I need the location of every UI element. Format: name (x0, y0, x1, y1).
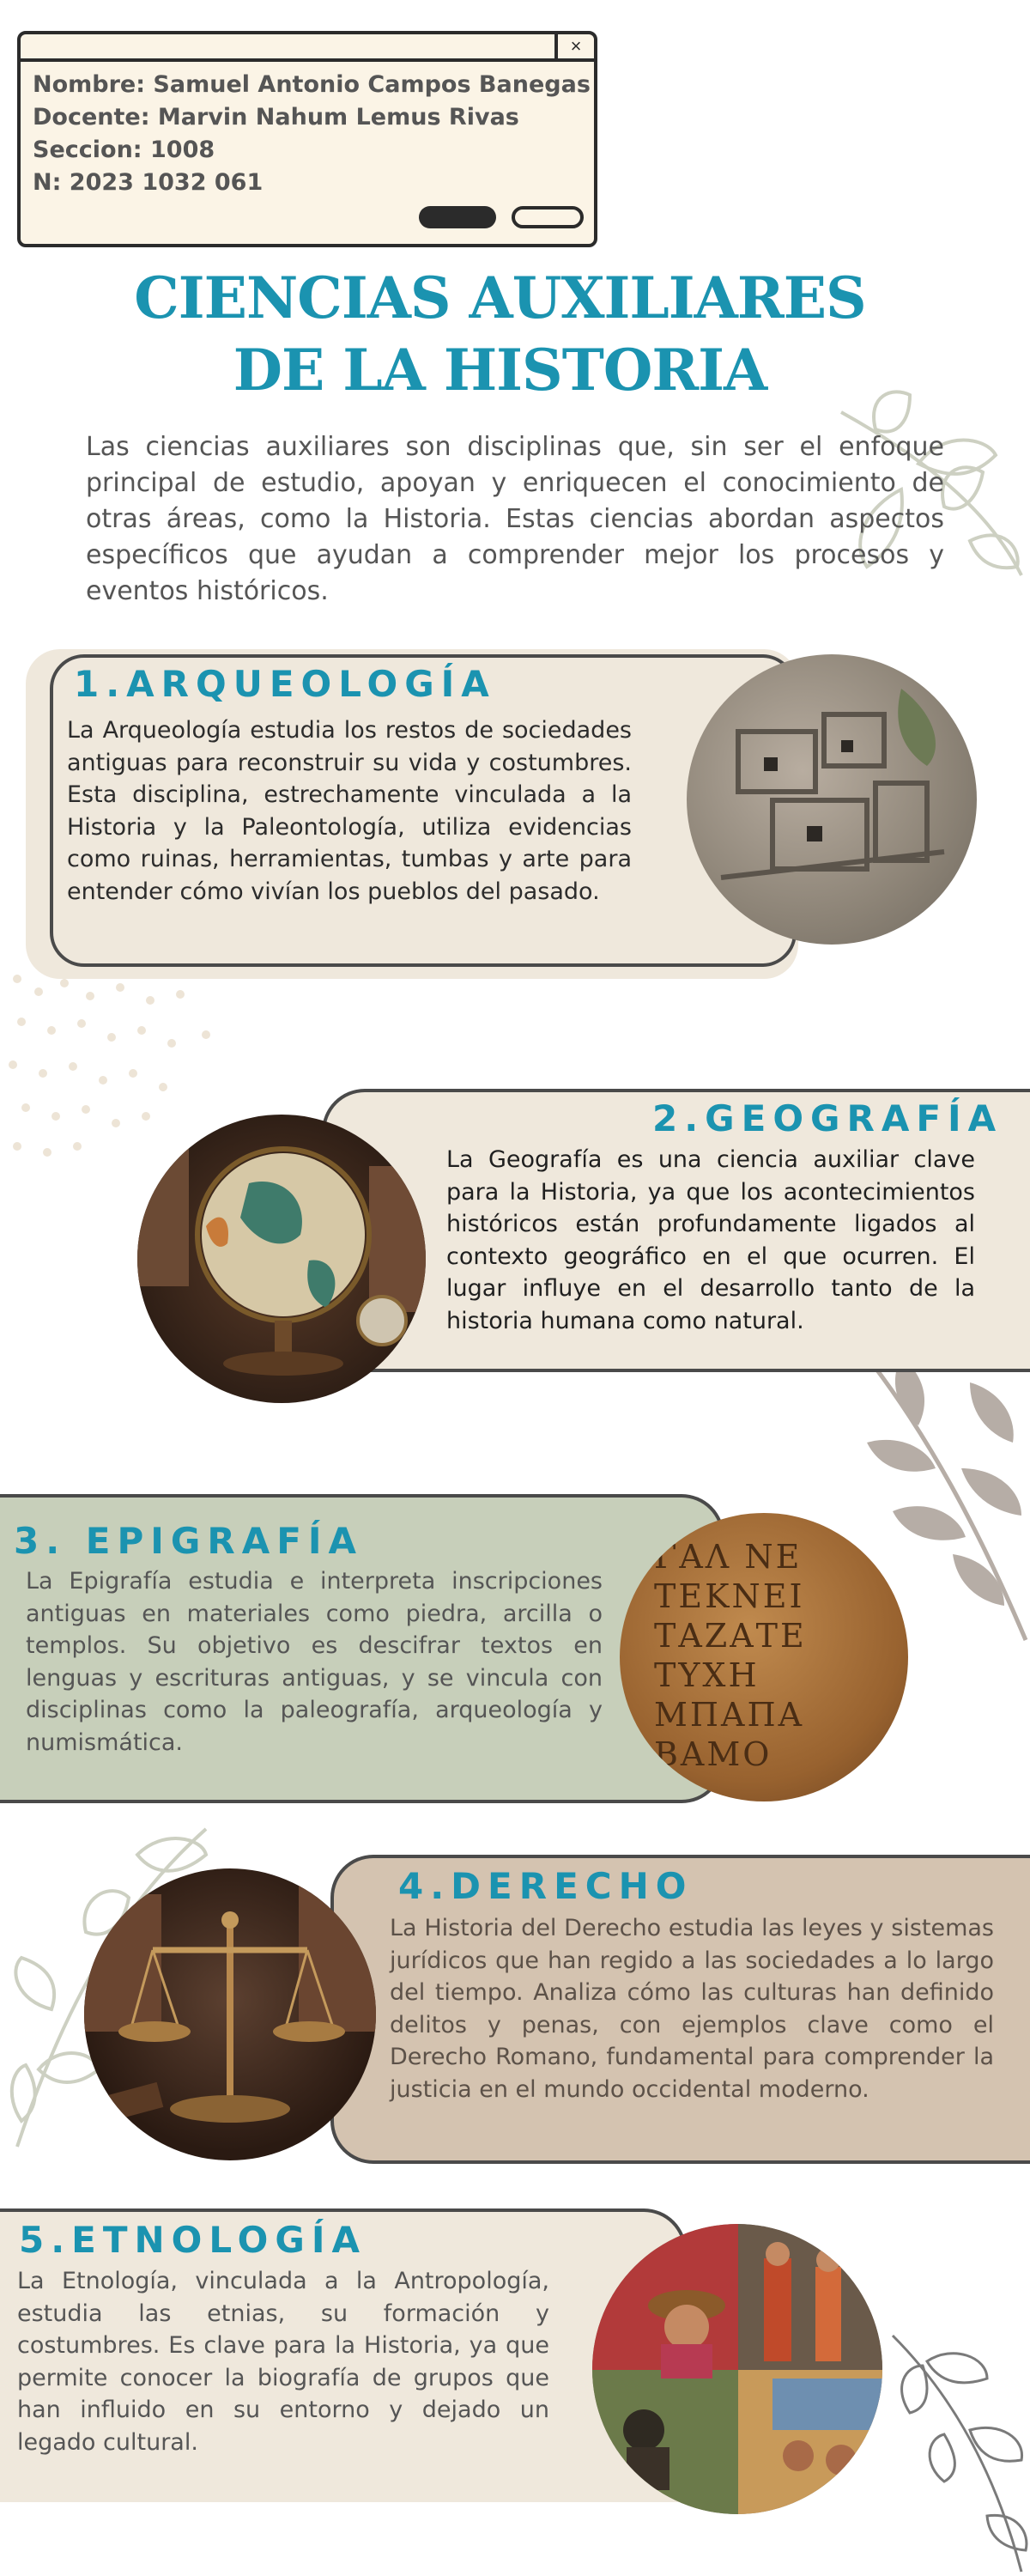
section-text-epigraphy: La Epigrafía estudia e interpreta inscripciones antiguas en materiales como piedra, arcilla o templos. Su objetivo es descifrar textos en lenguas y escrituras antiguas, y se vincula con disciplinas como la paleografía, arqueología y numismática. (26, 1568, 603, 1756)
law-photo (84, 1868, 376, 2160)
section-number: Seccion: 1008 (33, 137, 215, 163)
people-collage-icon (592, 2224, 882, 2514)
section-text-geography: La Geografía es una ciencia auxiliar clave para la Historia, ya que los acontecimientos históricos están profundamente ligados al contexto geográfico en el que ocurren. El lugar influye en el desarrollo tanto de la historia humana como natural. (446, 1146, 975, 1334)
section-text-ethnology: La Etnología, vinculada a la Antropología, estudia las etnias, su formación y costumbres. Es clave para la Historia, ya que permite conocer la biografía de grupos que han influido en su entorno y dejado un legado cultural. (17, 2268, 549, 2456)
archaeology-photo (687, 654, 977, 945)
archaeology-ruins-icon (687, 654, 977, 945)
geography-photo (137, 1115, 426, 1403)
window-secondary-button[interactable] (512, 206, 584, 228)
section-title-geography: 2.GEOGRAFÍA (652, 1097, 1003, 1139)
section-text-law: La Historia del Derecho estudia las leyes y sistemas jurídicos que han regido a las sociedades a lo largo del tiempo. Analiza cómo las culturas han definido delitos y penas, con ejemplos clave como el Derecho Romano, fundamental para comprender la justicia en el mundo occidental moderno. (390, 1915, 994, 2103)
window-primary-button[interactable] (419, 206, 496, 228)
globe-icon (137, 1115, 426, 1403)
dots-decoration-icon (0, 962, 223, 1159)
intro-paragraph: Las ciencias auxiliares son disciplinas que, sin ser el enfoque principal de estudio, apoyan y enriquecen el conocimiento de otras áreas, como la Historia. Estas ciencias abordan aspectos específicos que ayudan a comprender mejor los procesos y eventos históricos. (86, 432, 944, 606)
title-line-1: CIENCIAS AUXILIARES (134, 264, 866, 331)
close-button[interactable]: × (554, 34, 594, 58)
epigraphy-photo (620, 1513, 908, 1801)
ethnology-photo (592, 2224, 882, 2514)
title-line-2: DE LA HISTORIA (233, 337, 767, 404)
page-title (0, 262, 1000, 406)
section-title-ethnology: 5.ETNOLOGÍA (19, 2219, 367, 2261)
teacher-name: Docente: Marvin Nahum Lemus Rivas (33, 104, 519, 131)
student-name: Nombre: Samuel Antonio Campos Banegas (33, 71, 591, 98)
scales-icon (84, 1868, 376, 2160)
leaf-right-bottom-icon (858, 2318, 1030, 2576)
section-title-law: 4.DERECHO (398, 1865, 694, 1907)
section-text-archaeology: La Arqueología estudia los restos de sociedades antiguas para reconstruir su vida y costumbres. Esta disciplina, estrechamente vinculada a la Historia y la Paleontología, utiliza evidencias como ruinas, herramientas, tumbas y arte para entender cómo vivían los pueblos del pasado. (67, 717, 632, 905)
window-title-bar (21, 34, 594, 62)
student-number: N: 2023 1032 061 (33, 169, 264, 196)
inscription-text: ΓΑΛ ΝΕ ΤΕΚΝΕΙ ΤΑΖΑΤΕ ΤΥΧΗ ΜΠΑΠΑ ΒΑΜΟ (654, 1538, 807, 1773)
student-info (33, 69, 591, 199)
section-title-epigraphy: 3. EPIGRAFÍA (14, 1520, 364, 1562)
section-title-archaeology: 1.ARQUEOLOGÍA (74, 663, 496, 705)
student-info-window (17, 31, 597, 247)
